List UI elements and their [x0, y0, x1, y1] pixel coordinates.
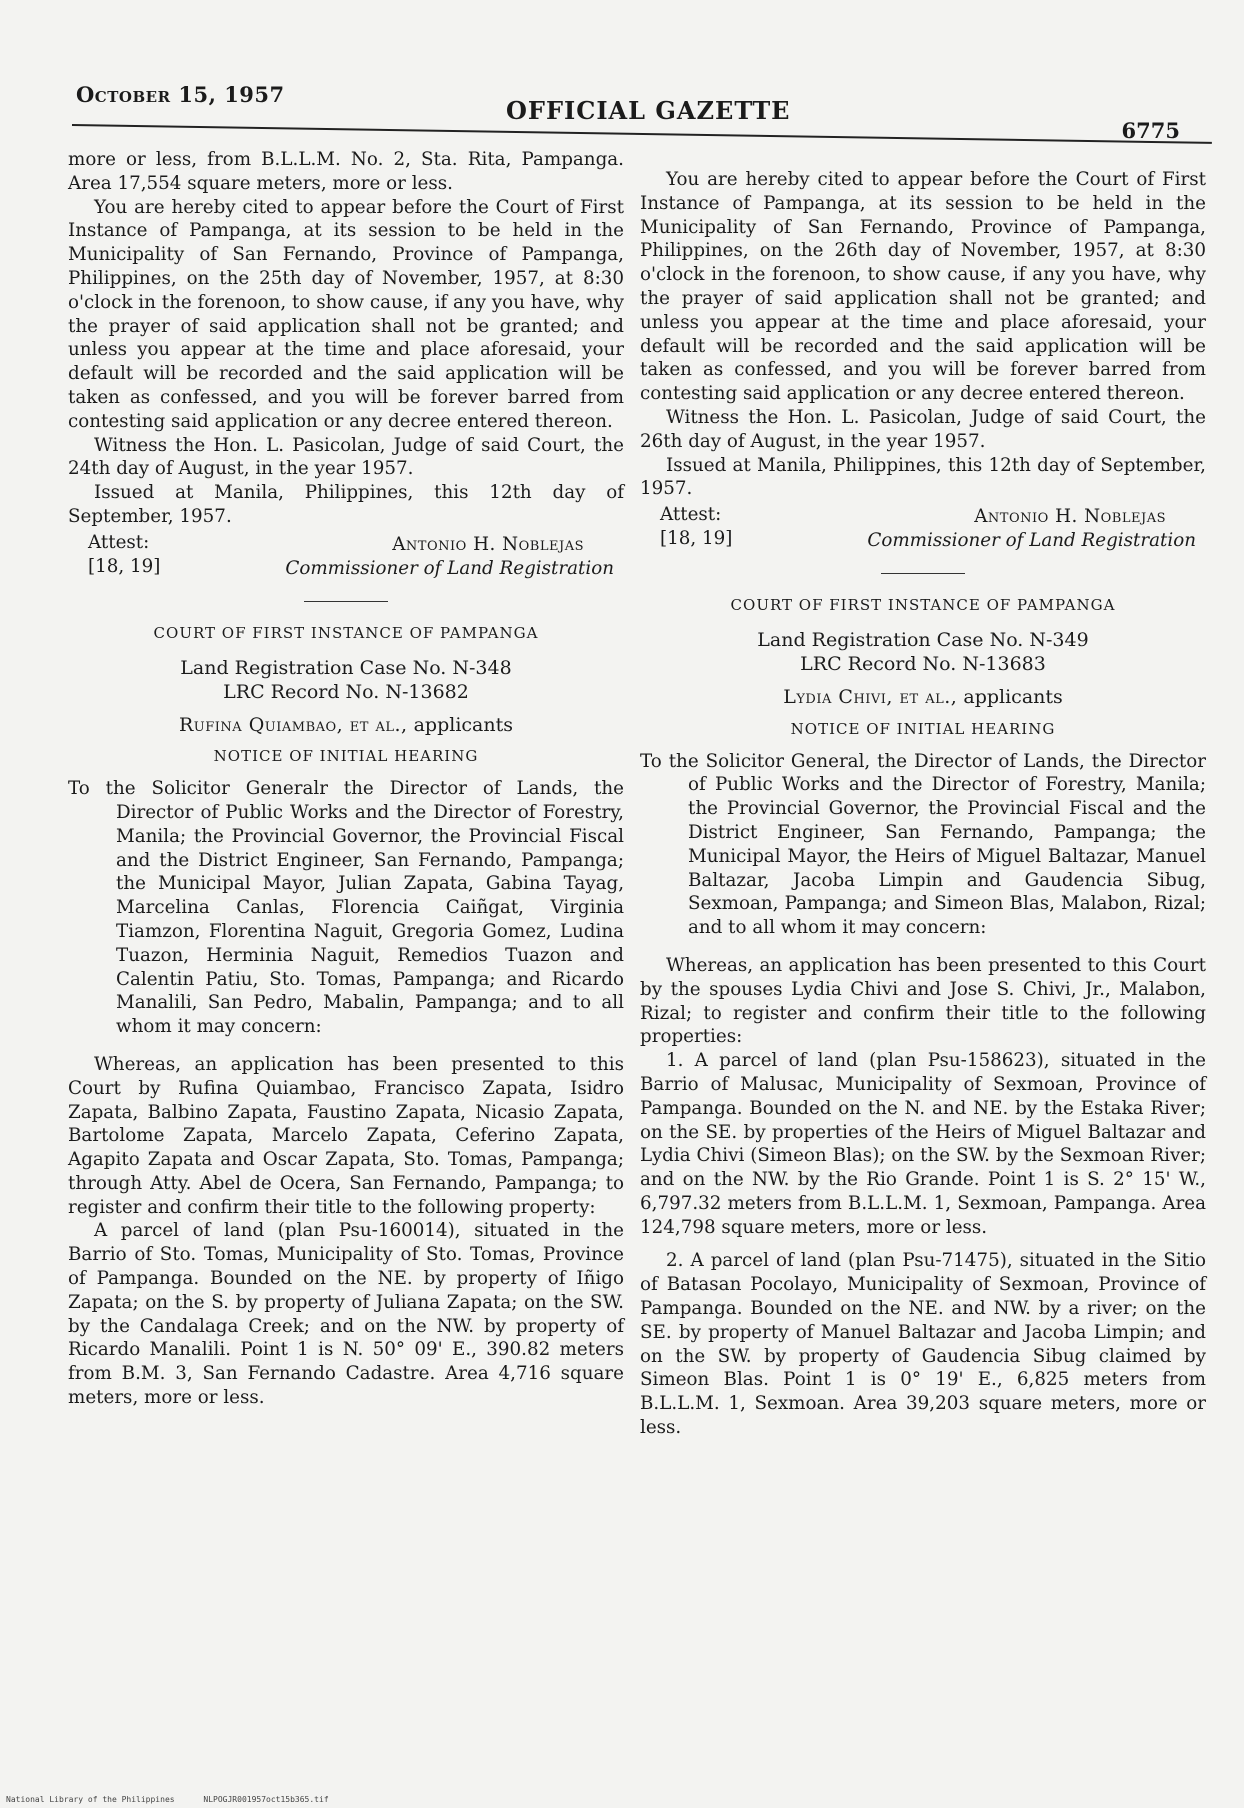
court-heading: COURT OF FIRST INSTANCE OF PAMPANGA: [153, 623, 539, 642]
attest-label: Attest:: [660, 504, 722, 526]
right-column: [640, 168, 1206, 1440]
scan-footer: [6, 1795, 353, 1804]
left-attest-block: [68, 531, 624, 579]
case-number: Land Registration Case No. N-348: [180, 656, 512, 679]
right-issued-paragraph: Issued at Manila, Philippines, this 12th day of September, 1957.: [640, 454, 1206, 500]
parcel-description: A parcel of land (plan Psu-160014), situated in the Barrio of Sto. Tomas, Municipality of Sto. Tomas, Province of Pampanga. Bounded on the NE. by property of Iñigo Zapata; on the S. by property of Juliana Zapata; on the SW. by the Candalaga Creek; and on the NW. by property of Ricardo Manalili. Point 1 is N. 50° 09' E., 390.82 meters from B.M. 3, San Fernando Cadastre. Area 4,716 square meters, more or less.: [68, 1220, 624, 1409]
applicant-name: Lydia Chivi, et al.,: [783, 685, 958, 708]
parcel-2-description: 2. A parcel of land (plan Psu-71475), situated in the Sitio of Batasan Pocolayo, Municipality of Sexmoan, Province of Pampanga. Bounded on the NE. and NW. by a river; on the SE. by property of Manuel Baltazar and Jacoba Limpin; and on the SW. by property of Gaudencia Sibug claimed by Simeon Blas. Point 1 is 0° 19' E., 6,825 meters from B.L.L.M. 1, Sexmoan. Area 39,203 square meters, more or less.: [640, 1250, 1206, 1439]
signer-name: Antonio H. Noblejas: [392, 533, 584, 555]
signer-title: Commissioner of Land Registration: [867, 530, 1196, 552]
whereas-paragraph: Whereas, an application has been presented to this Court by Rufina Quiambao, Francisco Zapata, Isidro Zapata, Balbino Zapata, Faustino Zapata, Nicasio Zapata, Bartolome Zapata, Marcelo Zapata, Ceferino Zapata, Agapito Zapata and Oscar Zapata, Sto. Tomas, Pampanga; through Atty. Abel de Ocera, San Fernando, Pampanga; to register and confirm their title to the following property:: [68, 1053, 624, 1218]
left-issued-paragraph: Issued at Manila, Philippines, this 12th day of September, 1957.: [68, 482, 624, 527]
notice-heading: NOTICE OF INITIAL HEARING: [790, 719, 1056, 738]
signer-title: Commissioner of Land Registration: [285, 557, 614, 579]
record-number: LRC Record No. N-13682: [223, 680, 469, 703]
applicant-name: Rufina Quiambao, et al.,: [178, 713, 408, 736]
applicants-line: [640, 686, 1206, 710]
issue-date: October 15, 1957: [76, 82, 285, 107]
footer-file: NLPOGJR001957oct15b365.tif: [203, 1795, 329, 1804]
whereas-paragraph: Whereas, an application has been presented to this Court by the spouses Lydia Chivi and Jose S. Chivi, Jr., Malabon, Rizal; to register and confirm their title to the following properties:: [640, 954, 1206, 1048]
applicant-suffix: applicants: [957, 685, 1063, 708]
left-citation-paragraph: You are hereby cited to appear before the Court of First Instance of Pampanga, at its session to be held in the Municipality of San Fernando, Province of Pampanga, Philippines, on the 25th day of November, 1957, at 8:30 o'clock in the forenoon, to show cause, if any you have, why the prayer of said application shall not be granted; and unless you appear at the time and place aforesaid, your default will be recorded and the said application will be taken as confessed, and you will be forever barred from contesting said application or any decree entered thereon.: [68, 196, 624, 432]
right-citation-paragraph: You are hereby cited to appear before the Court of First Instance of Pampanga, at its session to be held in the Municipality of San Fernando, Province of Pampanga, Philippines, on the 26th day of November, 1957, at 8:30 o'clock in the forenoon, to show cause, if any you have, why the prayer of said application shall not be granted; and unless you appear at the time and place aforesaid, your default will be recorded and the said application will be taken as confessed, and you will be forever barred from contesting said application or any decree entered thereon.: [640, 169, 1206, 405]
attest-ref: [18, 19]: [660, 528, 733, 550]
attest-label: Attest:: [88, 531, 150, 553]
section-separator: [304, 601, 388, 602]
case-number: Land Registration Case No. N-349: [757, 628, 1089, 651]
record-number: LRC Record No. N-13683: [800, 652, 1046, 675]
footer-library: National Library of the Philippines: [6, 1795, 175, 1804]
left-continuation-text: more or less, from B.L.L.M. No. 2, Sta. Rita, Pampanga. Area 17,554 square meters, more or less.: [68, 149, 624, 194]
signer-name: Antonio H. Noblejas: [974, 506, 1166, 528]
parcel-1-description: 1. A parcel of land (plan Psu-158623), situated in the Barrio of Malusac, Municipality of Sexmoan, Province of Pampanga. Bounded on the N. and NE. by the Estaka River; on the SE. by properties of the Heirs of Miguel Baltazar and Lydia Chivi (Simeon Blas); on the SW. by the Sexmoan River; and on the NW. by the Rio Grande. Point 1 is S. 2° 15' W., 6,797.32 meters from B.L.L.M. 1, Sexmoan, Pampanga. Area 124,798 square meters, more or less.: [640, 1050, 1206, 1238]
applicants-line: [68, 714, 624, 738]
left-column: [68, 148, 624, 1410]
notice-heading: NOTICE OF INITIAL HEARING: [213, 747, 479, 766]
attest-ref: [18, 19]: [88, 555, 161, 577]
addressees-paragraph: To the Solicitor General, the Director of Lands, the Director of Public Works and the Director of Forestry, Manila; the Provincial Governor, the Provincial Fiscal and the District Engineer, San Fernando, Pampanga; the Municipal Mayor, the Heirs of Miguel Baltazar, Manuel Baltazar, Jacoba Limpin and Gaudencia Sibug, Sexmoan, Pampanga; and Simeon Blas, Malabon, Rizal; and to all whom it may concern:: [640, 750, 1206, 939]
applicant-suffix: applicants: [407, 713, 513, 736]
court-heading: COURT OF FIRST INSTANCE OF PAMPANGA: [730, 596, 1116, 615]
page-header: [76, 78, 1180, 143]
page-number: 6775: [1121, 118, 1180, 143]
addressees-paragraph: To the Solicitor Generalr the Director of Lands, the Director of Public Works and the Director of Forestry, Manila; the Provincial Governor, the Provincial Fiscal and the District Engineer, San Fernando, Pampanga; the Municipal Mayor, Julian Zapata, Gabina Tayag, Marcelina Canlas, Florencia Caiñgat, Virginia Tiamzon, Florentina Naguit, Gregoria Gomez, Ludina Tuazon, Herminia Naguit, Remedios Tuazon and Calentin Patiu, Sto. Tomas, Pampanga; and Ricardo Manalili, San Pedro, Mabalin, Pampanga; and to all whom it may concern:: [68, 778, 624, 1038]
publication-title: OFFICIAL GAZETTE: [506, 96, 791, 125]
right-witness-paragraph: Witness the Hon. L. Pasicolan, Judge of said Court, the 26th day of August, in the year 1957.: [640, 406, 1206, 452]
right-attest-block: [640, 503, 1206, 551]
left-witness-paragraph: Witness the Hon. L. Pasicolan, Judge of said Court, the 24th day of August, in the year 1957.: [68, 434, 624, 480]
section-separator: [881, 573, 965, 574]
